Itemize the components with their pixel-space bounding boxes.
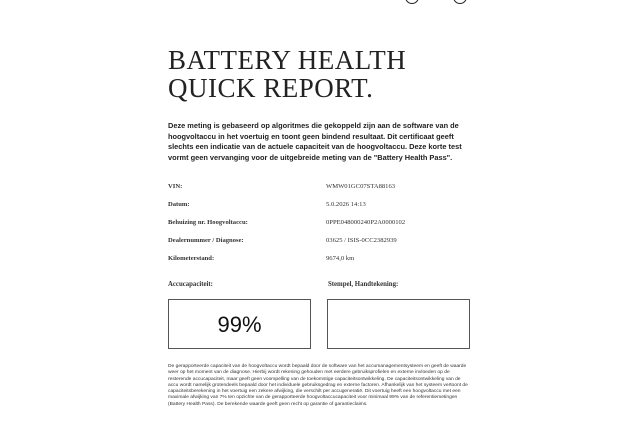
field-value: 0PPE048000240P2A0000102	[326, 219, 406, 226]
field-mileage	[168, 255, 468, 273]
title-line-2: QUICK REPORT.	[168, 73, 374, 103]
brand-logo-icon	[405, 0, 419, 4]
field-date	[168, 201, 468, 219]
report-title	[168, 46, 468, 102]
field-label: Behuizing nr. Hoogvoltaccu:	[168, 219, 248, 226]
disclaimer-text: De gerapporteerde capaciteit van de hoogvoltaccu wordt bepaald door de software van het accumanagementsysteem en geeft de waarde weer op het moment van de diagnose. Hierbij wordt rekening gehouden met eerdere gebruiksprofielen en externe invloeden op de resterende accucapaciteit, maar geeft geen voorspelling van de toekomstige capaciteitsontwikkeling. De capaciteitsontwikkeling van de accu wordt namelijk grotendeels bepaald door het individuele gebruiksgedrag en externe factoren. Afhankelijk van het systeem vertoont de capaciteitsberekening in het voertuig een zekere afwijking, die verschilt per accugeneratië. Dit voertuig heeft een hoogvoltaccu met een maximale afwijking van 7% ten opzichte van de gerapporteerde hoogvoltaccucapaciteit voor minimaal 99% van de referentiemetingen (Battery Health Pass). De berekende waarde geeft geen recht op garantie of garantieclaims.	[168, 364, 468, 407]
capacity-label: Accucapaciteit:	[168, 281, 213, 288]
title-line-1: BATTERY HEALTH	[168, 45, 407, 75]
brand-logos	[405, 0, 475, 4]
vehicle-fields	[168, 183, 468, 273]
field-value: 9674,0 km	[326, 255, 355, 262]
stamp-label: Stempel, Handtekening:	[328, 281, 399, 288]
field-value: WMW01GC07STA88163	[326, 183, 396, 190]
field-label: VIN:	[168, 183, 183, 190]
field-label: Dealernummer / Diagnose:	[168, 237, 244, 244]
field-dealer-diagnosis	[168, 237, 468, 255]
intro-paragraph: Deze meting is gebaseerd op algoritmes die gekoppeld zijn aan de software van de hoogvoltaccu in het voertuig en toont geen bindend resultaat. Dit certificaat geeft slechts een indicatie van de actuele capaciteit van de hoogvoltaccu. Deze korte test vormt geen vervanging voor de uitgebreide meting van de "Battery Health Pass".	[168, 121, 462, 162]
field-label: Kilometerstand:	[168, 255, 215, 262]
partner-logo-icon	[453, 0, 467, 4]
capacity-value: 99%	[217, 312, 262, 337]
stamp-signature-box	[327, 299, 470, 349]
field-housing-number	[168, 219, 468, 237]
capacity-box	[168, 299, 311, 349]
field-vin	[168, 183, 468, 201]
field-value: 5.0.2026 14:13	[326, 201, 366, 208]
field-label: Datum:	[168, 201, 190, 208]
field-value: 03625 / ISIS-0CC2382939	[326, 237, 397, 244]
